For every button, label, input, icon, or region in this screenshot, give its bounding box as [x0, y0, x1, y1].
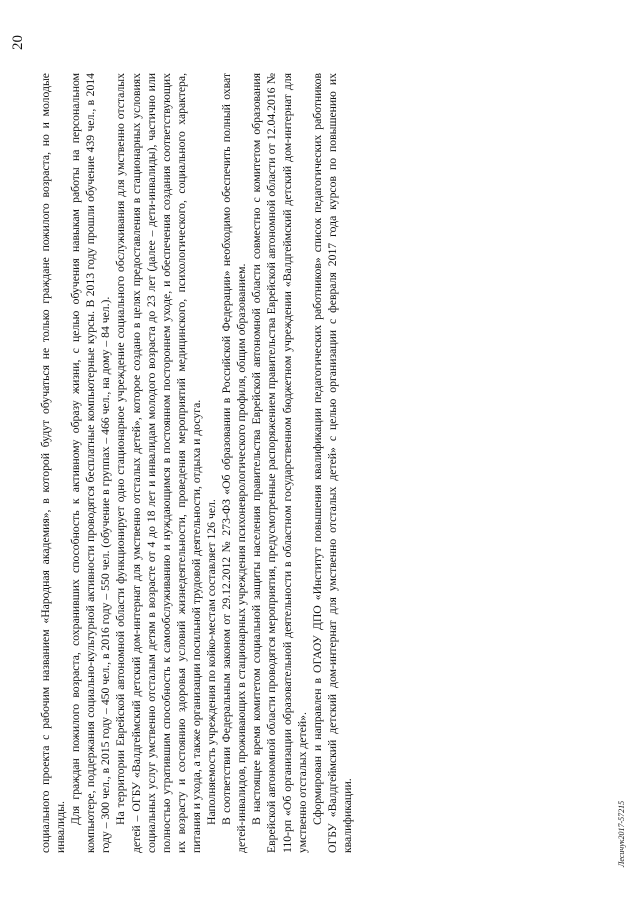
footer-code: Лесичук2017-57215: [617, 800, 626, 867]
paragraph: Наполняемость учреждения по койко-местам составляет 126 чел.: [205, 499, 219, 825]
paragraph: На территории Еврейской автономной области функционирует одно стационарное учреждение социального обслуживания для умственно отсталых детей – ОГБУ «Валдгеймский детский дом-интернат для умственно отсталых детей», которое создано в целях предоставления в стационарных условиях социальных услуг умственно отсталым детям в возрасте от 4 до 18 лет и инвалидам молодого возраста до 23 лет (далее – дети-инвалиды), частично или полностью утратившим способность к самообслуживанию и нуждающимся в постоянном постороннем уходе, и обеспечения создания соответствующих их возрасту и состоянию здоровья условий жизнедеятельности, проведения мероприятий медицинского, психологического, социального характера, питания и ухода, а также организации посильной трудовой деятельности, отдыха и досуга.: [114, 73, 203, 853]
paragraph: Для граждан пожилого возраста, сохранивших способность к активному образу жизни, с целью обучения навыкам работы на персональном компьютере, поддержания социально-культурной активности проводятся бесплатные компьютерные курсы. В 2013 году прошли обучение 439 чел., в 2014 году – 300 чел., в 2015 году – 450 чел., в 2016 году – 550 чел. (обучение в группах – 466 чел., на дому – 84 чел.).: [69, 73, 113, 853]
paragraph: В соответствии Федеральным законом от 29.12.2012 № 273-ФЗ «Об образовании в Российской Федерации» необходимо обеспечить полный охват детей-инвалидов, проживающих в стационарных учреждения психоневрологического профиля, общим образованием.: [220, 73, 249, 853]
rotated-content: [0, 17, 640, 887]
page-number: 20: [10, 35, 26, 50]
paragraph: В настоящее время комитетом социальной защиты населения правительства Еврейской автономной области совместно с комитетом образования Еврейской автономной области проводятся мероприятия, предусмотренные распоряжением правительства Еврейской автономной области от 12.04.2016 № 110-рп «Об организации образовательной деятельности в областном государственном бюджетном учреждении «Валдгеймский детский дом-интернат для умственно отсталых детей».: [250, 73, 309, 853]
paragraph: Сформирован и направлен в ОГАОУ ДПО «Институт повышения квалификации педагогических работников» список педагогических работников ОГБУ «Валдгеймский детский дом-интернат для умственно отсталых детей» с целью организации с февраля 2017 года курсов по повышению их квалификации.: [310, 73, 354, 853]
paragraph: социального проекта с рабочим названием «Народная академия», в которой будут обучаться не только граждане пожилого возраста, но и молодые инвалиды.: [39, 73, 68, 853]
body-text: [38, 73, 355, 853]
